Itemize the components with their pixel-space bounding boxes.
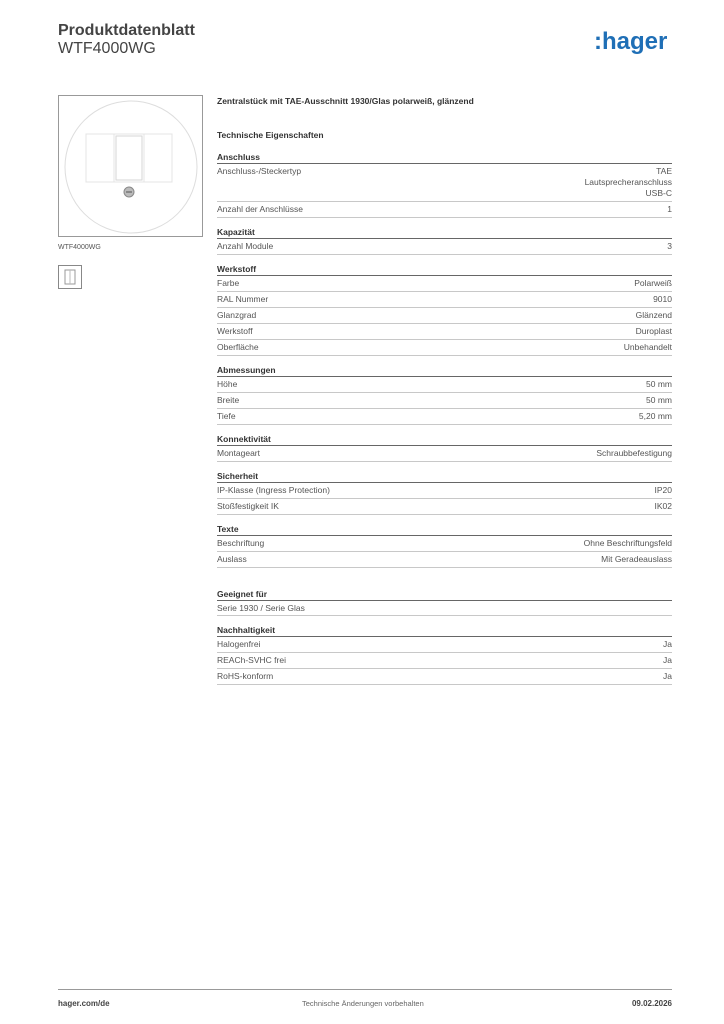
spec-value-line: Ja [663,671,672,681]
spec-row [217,409,672,425]
spec-value-line: Duroplast [635,326,672,336]
spec-value [601,554,672,565]
spec-value-line: Unbehandelt [623,342,672,352]
footer-date: 09.02.2026 [631,999,672,1008]
spec-value [667,241,672,252]
tech-heading: Technische Eigenschaften [217,130,324,140]
spec-row [217,601,672,616]
spec-label: Serie 1930 / Serie Glas [217,603,305,613]
cover-plate-drawing [59,96,202,236]
spec-row [217,308,672,324]
spec-value-line: 50 mm [646,379,672,389]
spec-row [217,653,672,669]
spec-value-line: 9010 [653,294,672,304]
spec-label: Montageart [217,448,260,458]
spec-value [653,294,672,305]
spec-value [624,342,672,353]
spec-value-line: 5,20 mm [638,411,672,421]
spec-label: Anzahl Module [217,241,274,251]
product-thumbnail[interactable] [58,265,82,289]
spec-section [217,96,672,693]
spec-row [217,393,672,409]
spec-value [663,655,672,666]
spec-value [639,411,672,422]
footer-divider [58,989,672,990]
spec-label: Farbe [217,278,240,288]
spec-label: RoHS-konform [217,671,274,681]
spec-row [217,276,672,292]
spec-label: Auslass [217,554,247,564]
spec-group [217,588,672,616]
footer-disclaimer: Technische Änderungen vorbehalten [302,999,424,1008]
spec-row [217,340,672,356]
spec-group [217,226,672,255]
spec-label: Höhe [217,379,238,389]
spec-group [217,151,672,218]
spec-label: Beschriftung [217,538,265,548]
spec-label: Werkstoff [217,326,253,336]
spec-value-line: Ja [663,639,672,649]
spec-label: Stoßfestigkeit IK [217,501,279,511]
spec-label: Anschluss-/Steckertyp [217,166,302,176]
spec-row [217,239,672,255]
spec-group-title: Nachhaltigkeit [217,624,672,637]
spec-label: Anzahl der Anschlüsse [217,204,303,214]
spec-value-line: 50 mm [646,395,672,405]
spec-value-line: TAE [656,166,672,176]
hager-logo-text: :hager [594,28,668,55]
spec-label: Glanzgrad [217,310,257,320]
spec-group [217,470,672,515]
spec-label: Oberfläche [217,342,259,352]
spec-value-line: USB-C [645,188,672,198]
spec-value [655,501,673,512]
spec-group [217,523,672,568]
spec-group-title: Sicherheit [217,470,672,483]
spec-group-title: Kapazität [217,226,672,239]
spec-label: Halogenfrei [217,639,261,649]
spec-group-title: Abmessungen [217,364,672,377]
spec-value [596,448,672,459]
spec-label: Tiefe [217,411,236,421]
spec-label: REACh-SVHC frei [217,655,286,665]
hager-logo [594,27,674,57]
spec-groups [217,151,672,685]
product-image [58,95,203,237]
spec-value [636,326,672,337]
plate-thumbnail-icon [59,266,81,288]
spec-row [217,637,672,653]
spec-value-line: IP20 [654,485,672,495]
spec-row [217,202,672,218]
spec-row [217,446,672,462]
spec-row [217,324,672,340]
spec-group [217,364,672,425]
spec-group-title: Anschluss [217,151,672,164]
spec-value-line: 1 [667,204,672,214]
spec-value [646,395,672,406]
spec-value [663,671,672,682]
spec-group-title: Werkstoff [217,263,672,276]
spec-value-line: Polarweiß [634,278,672,288]
spec-row [217,164,672,202]
spec-value-line: IK02 [654,501,672,511]
spec-value [667,204,672,215]
spec-row [217,292,672,308]
spec-value [584,538,672,549]
spec-row [217,377,672,393]
spec-group [217,433,672,462]
product-description: Zentralstück mit TAE-Ausschnitt 1930/Glas polarweiß, glänzend [217,96,474,106]
spec-group-title: Konnektivität [217,433,672,446]
product-number: WTF4000WG [58,40,156,57]
spec-value-line: Lautsprecheranschluss [584,177,672,187]
spec-group-title: Texte [217,523,672,536]
spec-value-line: 3 [667,241,672,251]
spec-row [217,552,672,568]
spec-value [585,166,672,199]
footer-website[interactable]: hager.com/de [58,999,110,1008]
spec-group [217,263,672,356]
spec-label: Breite [217,395,240,405]
spec-group [217,624,672,685]
spec-value [655,485,673,496]
spec-value [646,379,672,390]
spec-value [636,310,672,321]
spec-label: RAL Nummer [217,294,269,304]
spec-value [663,639,672,650]
spec-row [217,483,672,499]
spec-value-line: Schraubbefestigung [596,448,672,458]
spec-value-line: Mit Geradeauslass [601,554,672,564]
spec-value-line: Ohne Beschriftungsfeld [583,538,672,548]
spec-row [217,669,672,685]
spec-row [217,536,672,552]
spec-label: IP-Klasse (Ingress Protection) [217,485,330,495]
spec-group-title: Geeignet für [217,588,672,601]
spec-row [217,499,672,515]
spec-value-line: Ja [663,655,672,665]
page-title: Produktdatenblatt [58,22,195,39]
image-caption: WTF4000WG [58,244,101,251]
spec-value-line: Glänzend [635,310,672,320]
spec-value [634,278,672,289]
